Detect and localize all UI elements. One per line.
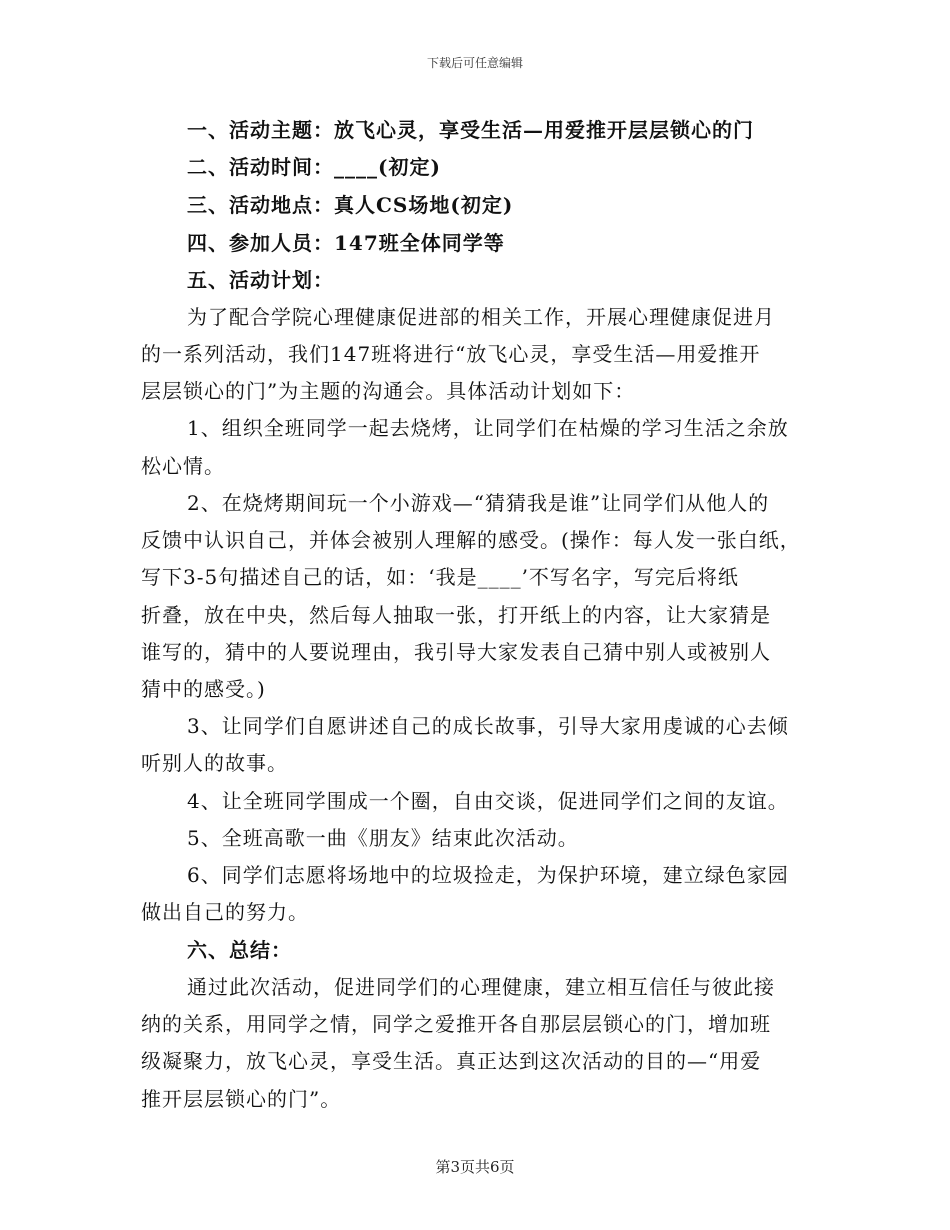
summary-line: 推开层层锁心的门”。 <box>141 1087 342 1111</box>
heading-plan: 五、活动计划： <box>187 268 334 292</box>
plan-item-4: 4、让全班同学围成一个圈，自由交谈，促进同学们之间的友谊。 <box>187 789 789 813</box>
summary-line: 级凝聚力，放飞心灵，享受生活。真正达到这次活动的目的—“用爱 <box>141 1049 762 1073</box>
page-header: 下载后可任意编辑 <box>426 56 523 70</box>
intro-line: 为了配合学院心理健康促进部的相关工作，开展心理健康促进月 <box>187 305 775 329</box>
plan-item-5: 5、全班高歌一曲《朋友》结束此次活动。 <box>187 826 579 850</box>
summary-line: 通过此次活动，促进同学们的心理健康，建立相互信任与彼此接 <box>187 975 775 999</box>
plan-item-1: 1、组织全班同学一起去烧烤，让同学们在枯燥的学习生活之余放 <box>187 416 789 440</box>
plan-item-1-cont: 松心情。 <box>141 454 225 478</box>
plan-item-3: 3、让同学们自愿讲述自己的成长故事，引导大家用虔诚的心去倾 <box>187 714 789 738</box>
plan-item-6-cont: 做出自己的努力。 <box>141 900 309 924</box>
heading-theme: 一、活动主题：放飞心灵，享受生活—用爱推开层层锁心的门 <box>187 118 754 142</box>
plan-item-2-cont: 写下3-5句描述自己的话，如：‘我是____’不写名字，写完后将纸 <box>141 565 739 589</box>
summary-line: 纳的关系，用同学之情，同学之爱推开各自那层层锁心的门，增加班 <box>141 1012 771 1036</box>
intro-line: 的一系列活动，我们147班将进行“放飞心灵，享受生活—用爱推开 <box>141 342 761 366</box>
heading-participants: 四、参加人员：147班全体同学等 <box>187 231 505 255</box>
plan-item-6: 6、同学们志愿将场地中的垃圾捡走，为保护环境，建立绿色家园 <box>187 863 789 887</box>
heading-time: 二、活动时间：____(初定) <box>187 155 441 179</box>
plan-item-2-cont: 谁写的，猜中的人要说理由，我引导大家发表自己猜中别人或被别人 <box>141 640 771 664</box>
heading-summary: 六、总结： <box>187 938 292 962</box>
plan-item-2-cont: 折叠，放在中央，然后每人抽取一张，打开纸上的内容，让大家猜是 <box>141 603 771 627</box>
plan-item-2-cont: 猜中的感受。) <box>141 677 266 701</box>
plan-item-3-cont: 听别人的故事。 <box>141 751 288 775</box>
plan-item-2-cont: 反馈中认识自己，并体会被别人理解的感受。(操作：每人发一张白纸， <box>141 528 801 552</box>
intro-line: 层层锁心的门”为主题的沟通会。具体活动计划如下： <box>141 379 636 403</box>
page-footer: 第3页共6页 <box>435 1158 515 1176</box>
plan-item-2: 2、在烧烤期间玩一个小游戏—“猜猜我是谁”让同学们从他人的 <box>187 491 770 515</box>
heading-location: 三、活动地点：真人CS场地(初定) <box>187 193 514 217</box>
